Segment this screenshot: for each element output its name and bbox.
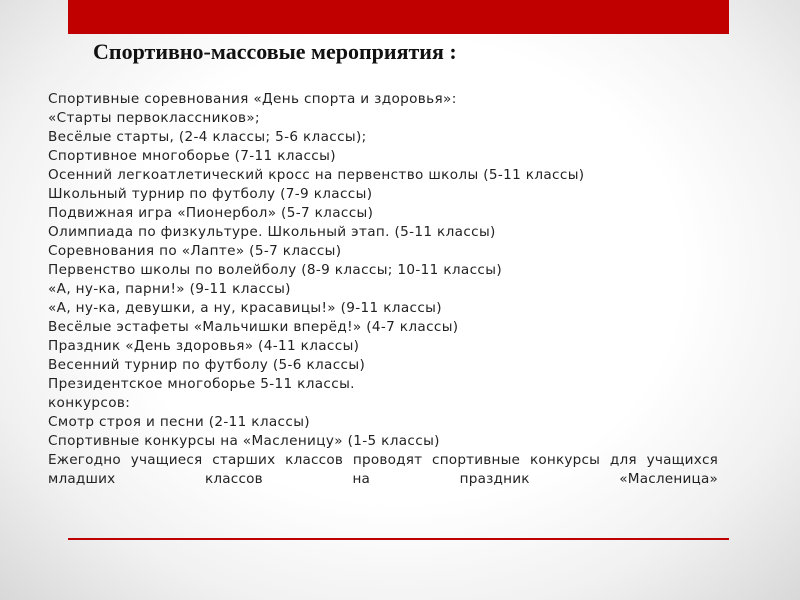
- list-item: Школьный турнир по футболу (7-9 классы): [48, 186, 373, 202]
- list-item: Спортивное многоборье (7-11 классы): [48, 148, 336, 164]
- list-item: Олимпиада по физкультуре. Школьный этап. (5-11 классы): [48, 224, 496, 240]
- events-list: [48, 90, 718, 489]
- list-item: Спортивные соревнования «День спорта и здоровья»:: [48, 91, 457, 107]
- list-item: «А, ну-ка, парни!» (9-11 классы): [48, 281, 291, 297]
- list-item: Спортивные конкурсы на «Масленицу» (1-5 классы): [48, 433, 440, 449]
- list-item: Первенство школы по волейболу (8-9 классы; 10-11 классы): [48, 262, 502, 278]
- bottom-divider-line: [68, 538, 729, 540]
- list-item: Президентское многоборье 5-11 классы.: [48, 376, 355, 392]
- list-item: Весенний турнир по футболу (5-6 классы): [48, 357, 366, 373]
- list-item: Весёлые эстафеты «Мальчишки вперёд!» (4-7 классы): [48, 319, 459, 335]
- list-item: Весёлые старты, (2-4 классы; 5-6 классы);: [48, 129, 367, 145]
- list-item: Осенний легкоатлетический кросс на первенство школы (5-11 классы): [48, 167, 585, 183]
- list-item: «Старты первоклассников»;: [48, 110, 260, 126]
- top-accent-bar: [68, 0, 729, 34]
- list-item: Праздник «День здоровья» (4-11 классы): [48, 338, 360, 354]
- slide-title: Спортивно-массовые мероприятия :: [93, 39, 457, 64]
- list-item: конкурсов:: [48, 395, 131, 411]
- list-item: Подвижная игра «Пионербол» (5-7 классы): [48, 205, 374, 221]
- list-item: Соревнования по «Лапте» (5-7 классы): [48, 243, 342, 259]
- list-item: Смотр строя и песни (2-11 классы): [48, 414, 310, 430]
- maslenitsa-paragraph: Ежегодно учащиеся старших классов проводят спортивные конкурсы для учащихся младших классов на праздник «Масленица»: [48, 452, 718, 487]
- list-item: «А, ну-ка, девушки, а ну, красавицы!» (9-11 классы): [48, 300, 442, 316]
